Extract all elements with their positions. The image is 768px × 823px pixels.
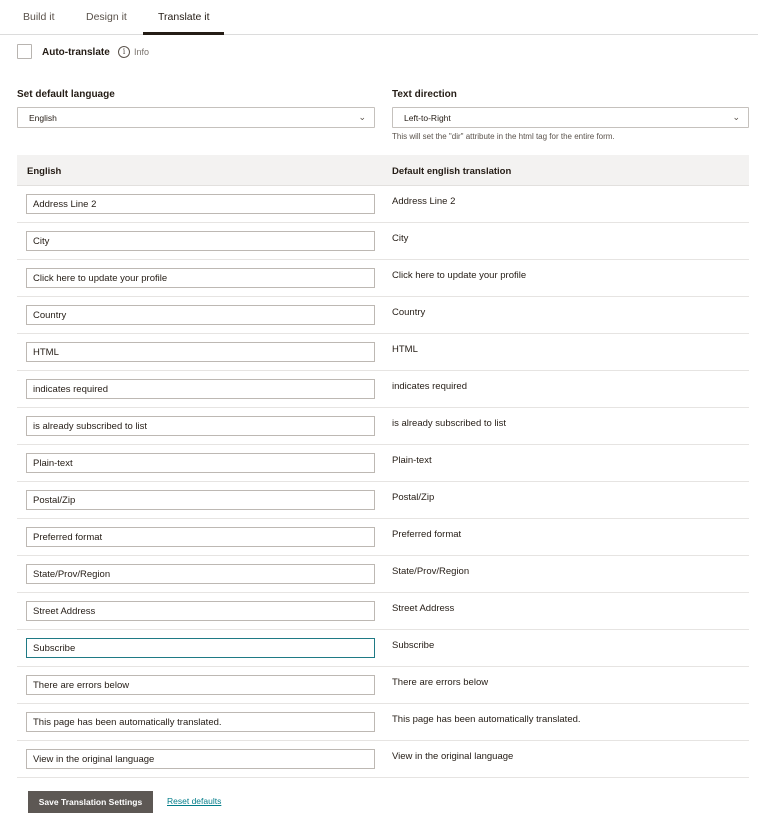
active-tab-indicator [143,32,224,35]
chevron-down-icon: ⌄ [732,112,740,122]
default-translation: Preferred format [392,529,462,540]
translation-input-already-subscribed[interactable] [26,416,375,436]
translation-input-street-address[interactable] [26,601,375,621]
table-row [17,556,749,593]
default-translation: City [392,233,409,244]
table-row [17,482,749,519]
chevron-down-icon: ⌄ [358,112,366,122]
translation-input-address-line-2[interactable] [26,194,375,214]
translation-input-plain-text[interactable] [26,453,375,473]
translation-input-errors-below[interactable] [26,675,375,695]
default-translation: Postal/Zip [392,492,435,503]
table-row [17,371,749,408]
table-row [17,519,749,556]
default-translation: State/Prov/Region [392,566,470,577]
table-row [17,223,749,260]
default-language-select[interactable] [17,107,375,128]
default-translation: This page has been automatically translated. [392,714,581,725]
table-row [17,704,749,741]
default-translation: Address Line 2 [392,196,456,207]
default-translation: There are errors below [392,677,489,688]
text-direction-hint: This will set the "dir" attribute in the html tag for the entire form. [392,132,615,141]
translation-input-update-profile[interactable] [26,268,375,288]
translation-input-state-prov-region[interactable] [26,564,375,584]
tab-build-it[interactable]: Build it [23,11,55,23]
translation-input-city[interactable] [26,231,375,251]
default-translation: View in the original language [392,751,514,762]
auto-translate-label: Auto-translate [42,47,110,58]
text-direction-label: Text direction [392,89,457,100]
column-default-translation: Default english translation [392,166,512,177]
table-row [17,593,749,630]
auto-translate-checkbox[interactable] [17,44,32,59]
translation-input-postal-zip[interactable] [26,490,375,510]
text-direction-value: Left-to-Right [404,113,451,123]
tab-bar [0,0,758,35]
table-row [17,334,749,371]
default-translation: Subscribe [392,640,435,651]
default-language-label: Set default language [17,89,115,100]
translation-input-html[interactable] [26,342,375,362]
translation-input-country[interactable] [26,305,375,325]
default-translation: indicates required [392,381,467,392]
reset-defaults-link[interactable]: Reset defaults [167,796,222,806]
table-row [17,408,749,445]
info-link[interactable]: Info [134,47,150,57]
translation-input-preferred-format[interactable] [26,527,375,547]
save-translation-settings-button[interactable]: Save Translation Settings [28,791,153,813]
default-translation: Plain-text [392,455,432,466]
default-translation: Click here to update your profile [392,270,527,281]
default-translation: Street Address [392,603,455,614]
info-icon[interactable]: i [118,46,130,58]
text-direction-select[interactable] [392,107,749,128]
default-translation: Country [392,307,426,318]
table-row [17,667,749,704]
table-row [17,445,749,482]
table-row [17,630,749,667]
tab-translate-it[interactable]: Translate it [158,11,210,23]
table-row [17,741,749,778]
column-english: English [27,166,62,177]
translation-input-indicates-required[interactable] [26,379,375,399]
translation-input-original-language[interactable] [26,749,375,769]
table-row [17,186,749,223]
translation-table-header [17,155,749,186]
translation-input-subscribe[interactable] [26,638,375,658]
default-translation: HTML [392,344,418,355]
tab-design-it[interactable]: Design it [86,11,127,23]
translation-input-auto-translated[interactable] [26,712,375,732]
table-row [17,297,749,334]
default-language-value: English [29,113,57,123]
table-row [17,260,749,297]
default-translation: is already subscribed to list [392,418,507,429]
